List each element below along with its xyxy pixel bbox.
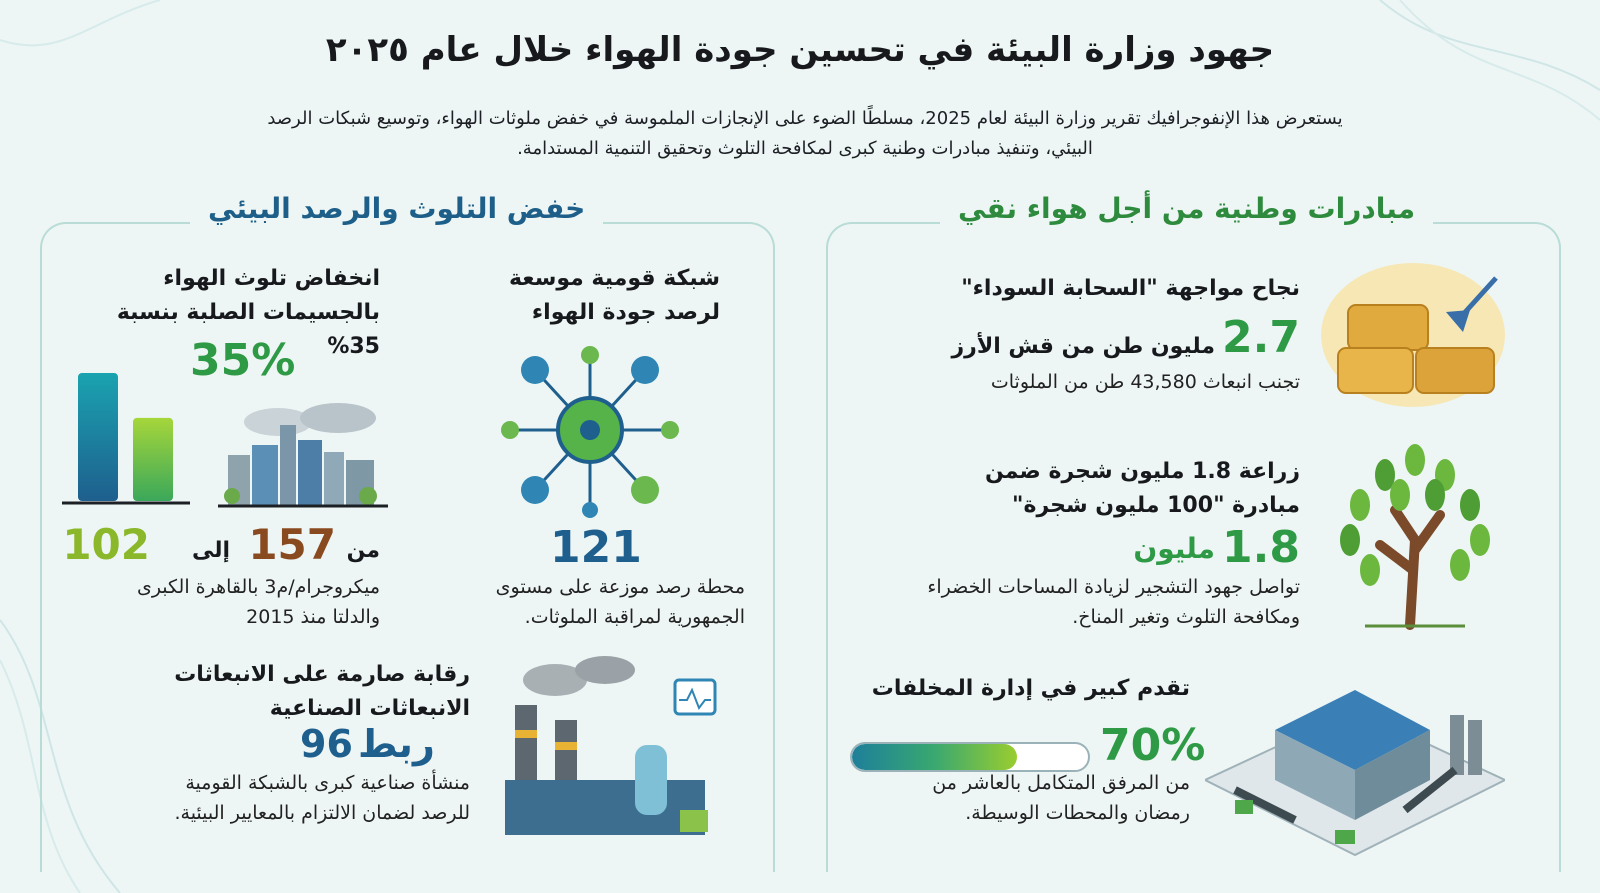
pollution-unit-line-2: والدلتا منذ 2015 xyxy=(246,606,380,628)
pollution-values-row xyxy=(60,520,380,570)
trees-value-row xyxy=(900,522,1300,578)
trees-value-label: مليون xyxy=(1133,532,1215,565)
network-desc-line-2: الجمهورية لمراقبة الملوثات. xyxy=(524,606,745,628)
pollution-bar-chart xyxy=(60,365,195,510)
from-value: 157 xyxy=(248,520,336,569)
trees-desc-line-1: تواصل جهود التشجير لزيادة المساحات الخضراء xyxy=(927,576,1300,598)
trees-value: 1.8 xyxy=(1222,522,1300,573)
industrial-title-line-2: الانبعاثات الصناعية xyxy=(269,696,470,721)
factory-icon xyxy=(495,650,725,840)
black-cloud-value: 2.7 xyxy=(1222,312,1300,363)
trees-desc-line-2: ومكافحة التلوث وتغير المناخ. xyxy=(1072,606,1300,628)
black-cloud-desc: تجنب انبعاث 43,580 طن من الملوثات xyxy=(990,371,1300,393)
network-hub-icon xyxy=(495,340,685,520)
network-title xyxy=(450,262,720,330)
pollution-percent: 35% xyxy=(190,335,296,386)
industrial-title-line-1: رقابة صارمة على الانبعاثات xyxy=(174,662,470,687)
intro-line-2: البيئي، وتنفيذ مبادرات وطنية كبرى لمكافحة التلوث وتحقيق التنمية المستدامة. xyxy=(517,138,1093,159)
waste-desc-line-1: من المرفق المتكامل بالعاشر من xyxy=(932,772,1190,794)
industrial-desc-line-2: للرصد لضمان الالتزام بالمعايير البيئية. xyxy=(174,802,470,824)
pollution-unit xyxy=(60,572,380,632)
pollution-title-line-2: بالجسيمات الصلبة بنسبة 35% xyxy=(116,300,380,359)
waste-progress-fill xyxy=(852,744,1017,770)
industrial-value: 96 xyxy=(300,722,353,766)
trees-title-line-2: مبادرة "100 مليون شجرة" xyxy=(1012,493,1300,518)
bar-before xyxy=(78,373,118,501)
to-value: 102 xyxy=(62,520,150,569)
industrial-title xyxy=(110,658,470,726)
pollution-title-line-1: انخفاض تلوث الهواء xyxy=(163,266,380,291)
hay-bales-icon xyxy=(1318,250,1508,410)
pollution-unit-line-1: ميكروجرام/م3 بالقاهرة الكبرى xyxy=(136,576,380,598)
black-cloud-value-row xyxy=(900,312,1300,372)
waste-desc xyxy=(860,768,1190,828)
tree-icon xyxy=(1325,440,1505,630)
intro-line-1: يستعرض هذا الإنفوجرافيك تقرير وزارة البيئة لعام 2025، مسلطًا الضوء على الإنجازات الملموسة في خفض ملوثات الهواء، وتوسيع شبكات الرصد xyxy=(267,108,1343,129)
city-skyline-icon xyxy=(218,400,393,510)
bar-after xyxy=(133,418,173,501)
industrial-value-prefix: ربط xyxy=(357,722,435,766)
network-value: 121 xyxy=(550,522,642,573)
black-cloud-title: نجاح مواجهة "السحابة السوداء" xyxy=(961,276,1300,301)
trees-title xyxy=(900,455,1300,523)
left-section-heading: خفض التلوث والرصد البيئي xyxy=(190,192,603,225)
waste-title: تقدم كبير في إدارة المخلفات xyxy=(871,676,1190,701)
network-desc xyxy=(440,572,745,632)
page-title: جهود وزارة البيئة في تحسين جودة الهواء خلال عام ٢٠٢٥ xyxy=(325,30,1275,70)
industrial-desc-line-1: منشأة صناعية كبرى بالشبكة القومية xyxy=(185,772,470,794)
right-section-heading: مبادرات وطنية من أجل هواء نقي xyxy=(940,192,1433,225)
network-title-line-1: شبكة قومية موسعة xyxy=(508,266,720,291)
industrial-desc xyxy=(110,768,470,828)
trees-desc xyxy=(860,572,1300,632)
from-label: من xyxy=(346,538,380,563)
black-cloud-value-label: مليون طن من قش الأرز xyxy=(951,334,1215,359)
trees-title-line-1: زراعة 1.8 مليون شجرة ضمن xyxy=(985,459,1300,484)
to-label: إلى xyxy=(191,538,230,563)
waste-desc-line-2: رمضان والمحطات الوسيطة. xyxy=(965,802,1190,824)
network-desc-line-1: محطة رصد موزعة على مستوى xyxy=(495,576,745,598)
industrial-value-row xyxy=(300,722,435,766)
network-title-line-2: لرصد جودة الهواء xyxy=(531,300,720,325)
waste-facility-icon xyxy=(1205,670,1505,860)
waste-percent: 70% xyxy=(1100,720,1206,771)
intro-text xyxy=(150,104,1460,164)
